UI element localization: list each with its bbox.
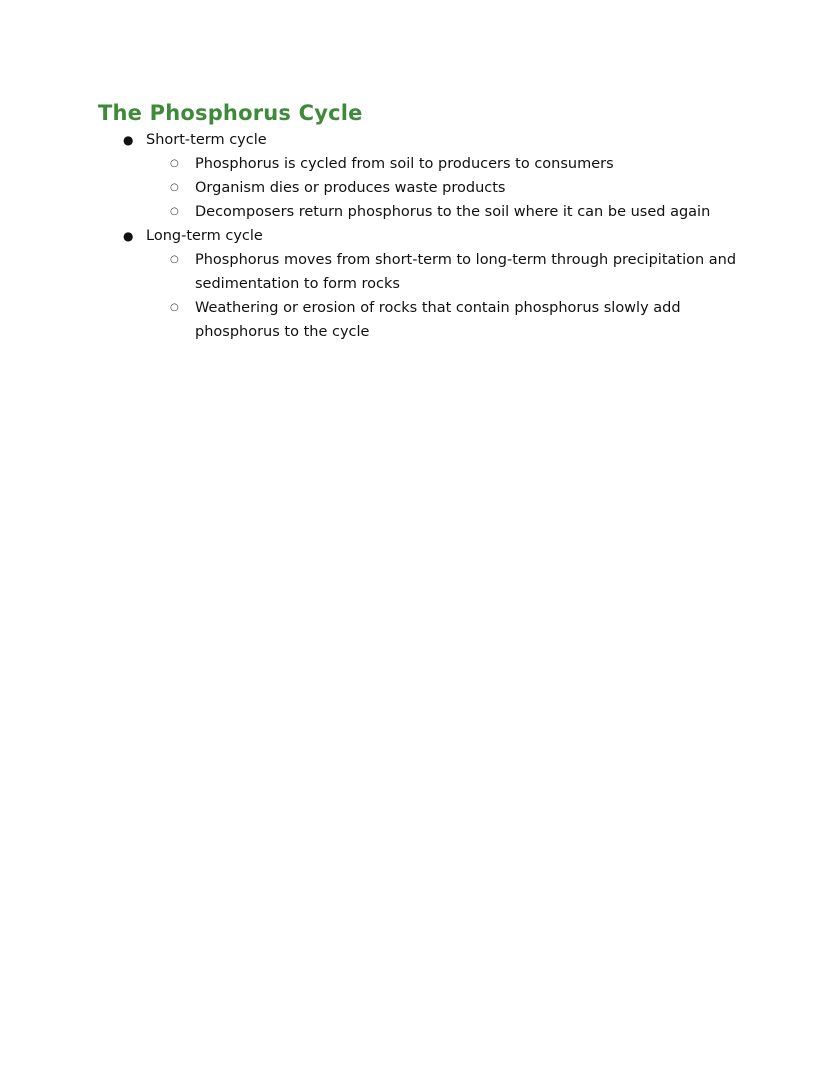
list-item-text: Phosphorus moves from short-term to long-term through precipitation and sedimentation to form rocks bbox=[195, 252, 737, 292]
hollow-bullet-icon: ○ bbox=[170, 206, 179, 217]
list-item bbox=[146, 176, 758, 200]
hollow-bullet-icon: ○ bbox=[170, 254, 179, 265]
hollow-bullet-icon: ○ bbox=[170, 158, 179, 169]
list-item bbox=[146, 296, 758, 344]
document-page bbox=[98, 98, 758, 344]
section-label: Short-term cycle bbox=[146, 132, 267, 148]
list-item-text: Decomposers return phosphorus to the soil where it can be used again bbox=[195, 204, 711, 220]
sub-bullet-list bbox=[146, 248, 758, 344]
list-item-text: Phosphorus is cycled from soil to producers to consumers bbox=[195, 156, 614, 172]
filled-bullet-icon: ● bbox=[123, 229, 134, 243]
main-bullet-list bbox=[98, 128, 758, 344]
list-item bbox=[146, 248, 758, 296]
section-label: Long-term cycle bbox=[146, 228, 263, 244]
filled-bullet-icon: ● bbox=[123, 133, 134, 147]
list-item-text: Organism dies or produces waste products bbox=[195, 180, 506, 196]
list-item-short-term bbox=[98, 128, 758, 224]
hollow-bullet-icon: ○ bbox=[170, 302, 179, 313]
hollow-bullet-icon: ○ bbox=[170, 182, 179, 193]
list-item-long-term bbox=[98, 224, 758, 344]
sub-bullet-list bbox=[146, 152, 758, 224]
list-item bbox=[146, 200, 758, 224]
list-item bbox=[146, 152, 758, 176]
document-title: The Phosphorus Cycle bbox=[98, 101, 363, 125]
list-item-text: Weathering or erosion of rocks that contain phosphorus slowly add phosphorus to the cycle bbox=[195, 300, 681, 340]
